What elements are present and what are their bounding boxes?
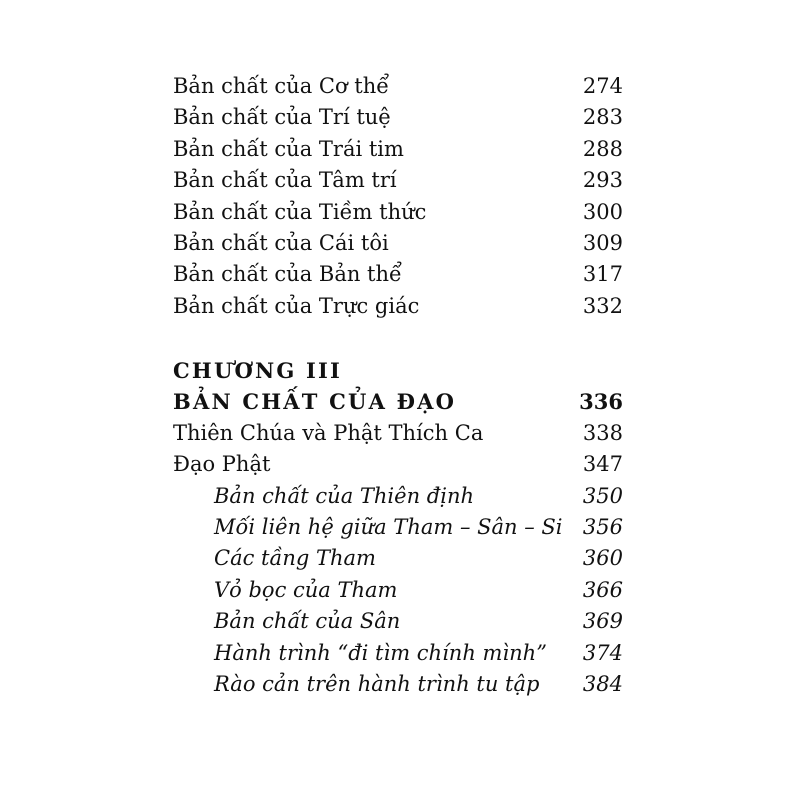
- chapter-title: BẢN CHẤT CỦA ĐẠO: [173, 389, 457, 415]
- toc-subentry: [173, 575, 623, 606]
- toc-entry-page: 288: [582, 136, 623, 161]
- toc-entry: [173, 71, 623, 102]
- toc-entry-title: Bản chất của Cái tôi: [173, 230, 389, 255]
- toc-subentry-title: Mối liên hệ giữa Tham – Sân – Si: [214, 514, 563, 539]
- toc-subentry-title: Rào cản trên hành trình tu tập: [214, 671, 540, 696]
- toc-entry-page: 309: [582, 230, 623, 255]
- toc-entry-title: Bản chất của Bản thể: [173, 262, 402, 287]
- toc-subentry: [173, 543, 623, 574]
- chapter-page: 336: [579, 389, 623, 415]
- toc-entry-page: 300: [582, 199, 623, 224]
- toc-entry-title: Đạo Phật: [173, 452, 271, 477]
- toc-entry: [173, 449, 623, 480]
- toc-subentry-page: 369: [582, 609, 623, 634]
- toc-entry: [173, 102, 623, 133]
- toc-entry: [173, 197, 623, 228]
- toc-subentry-page: 374: [582, 640, 623, 665]
- toc-subentry: [173, 606, 623, 637]
- toc-entry-page: 332: [582, 293, 623, 318]
- toc-entry-title: Bản chất của Trực giác: [173, 293, 420, 318]
- chapter-label: CHƯƠNG III: [173, 358, 343, 383]
- toc-subentry-title: Bản chất của Sân: [214, 609, 401, 634]
- toc-entry-title: Bản chất của Trí tuệ: [173, 105, 391, 130]
- toc-entry-title: Bản chất của Tâm trí: [173, 168, 397, 193]
- toc-entry-page: 293: [582, 168, 623, 193]
- toc-entry-title: Thiên Chúa và Phật Thích Ca: [173, 420, 484, 445]
- toc-subentry: [173, 481, 623, 512]
- toc-subentry-page: 356: [582, 514, 623, 539]
- toc-subentry-title: Vỏ bọc của Tham: [214, 577, 398, 602]
- toc-entry-title: Bản chất của Tiềm thức: [173, 199, 427, 224]
- toc-entry: [173, 418, 623, 449]
- chapter-heading: [173, 386, 623, 417]
- toc-subentry-page: 350: [582, 483, 623, 508]
- toc-subentry-title: Bản chất của Thiên định: [214, 483, 474, 508]
- toc-subentry-title: Các tầng Tham: [214, 546, 376, 571]
- toc-entry-page: 347: [582, 452, 623, 477]
- toc-entry: [173, 165, 623, 196]
- toc-subentry: [173, 512, 623, 543]
- toc-entry: [173, 291, 623, 322]
- toc-entry: [173, 259, 623, 290]
- toc-entry: [173, 228, 623, 259]
- toc-subentry-title: Hành trình “đi tìm chính mình”: [214, 640, 547, 665]
- toc-entry-title: Bản chất của Cơ thể: [173, 74, 390, 98]
- toc-entry-page: 283: [582, 105, 623, 130]
- toc-subentry: [173, 669, 623, 700]
- toc-entry-page: 317: [582, 262, 623, 287]
- toc-subentry-page: 384: [582, 671, 623, 696]
- toc-entry: [173, 134, 623, 165]
- toc-entry-page: 274: [582, 74, 623, 98]
- toc-section-top: [173, 71, 623, 322]
- toc-subentry-page: 366: [582, 577, 623, 602]
- toc-subentry-page: 360: [582, 546, 623, 571]
- toc-subentry: [173, 638, 623, 669]
- toc-chapter-section: [173, 355, 623, 700]
- toc-entry-title: Bản chất của Trái tim: [173, 136, 404, 161]
- toc-entry-page: 338: [582, 420, 623, 445]
